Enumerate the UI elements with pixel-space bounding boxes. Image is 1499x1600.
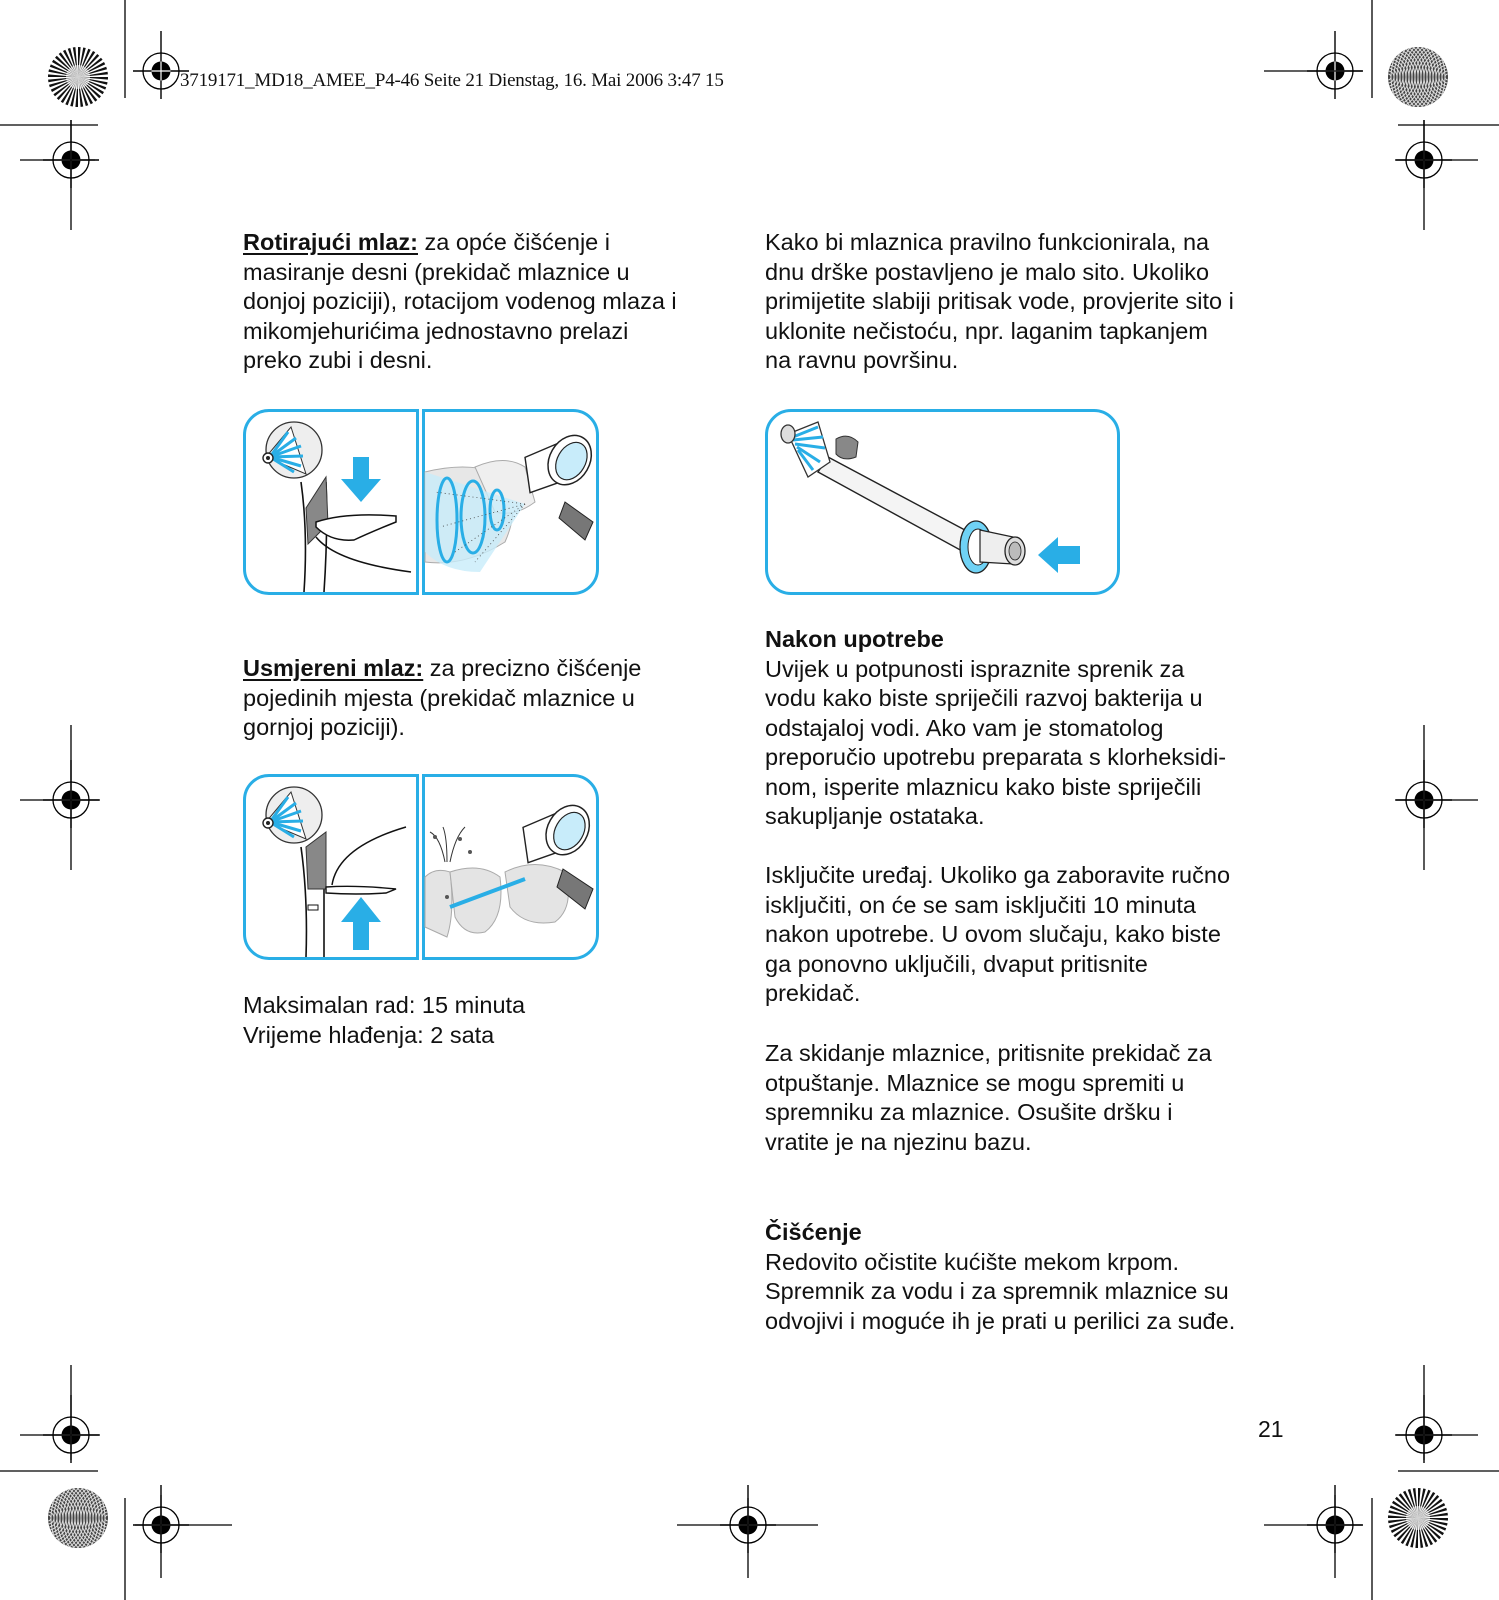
- filter-paragraph: Kako bi mlaznica pravilno funkcionirala, na dnu drške postavljeno je malo sito. Ukoliko primijetite slabiji pritisak vode, provjerite sito i uklonite nečistoću, npr. laganim tapkanjem na ravnu površinu.: [765, 229, 1234, 373]
- nozzle-removal-paragraph: Za skidanje mlaznice, pritisnite prekidač za otpuštanje. Mlaznice se mogu spremiti u spremniku za mlaznice. Osušite dršku i vratite je na njezinu bazu.: [765, 1040, 1212, 1155]
- moire-mark-top-right: [1331, 20, 1499, 134]
- nozzle-switch-down-illustration: [246, 412, 416, 592]
- switch-down-figure: [243, 409, 419, 595]
- registration-mark: [1307, 31, 1363, 99]
- arrow-down-icon: [341, 457, 381, 502]
- operating-limits: [243, 991, 525, 1050]
- auto-off-paragraph: Isključite uređaj. Ukoliko ga zaboravite ručno isključiti, on će se sam isključiti 10 minuta nakon upotrebe. U ovom slučaju, kako biste ga ponovno uključili, dvaput pritisnite prekidač.: [765, 862, 1231, 1006]
- rotating-spiral-jet-illustration: [425, 412, 596, 592]
- cleaning-section: Čišćenje Redovito očistite kućište mekom krpom. Spremnik za vodu i za spremnik mlaznice su odvojivi i moguće ih je prati u perilici za suđe.: [765, 1219, 1236, 1334]
- focused-jet-label: Usmjereni mlaz:: [243, 655, 424, 681]
- starburst-mark-bottom-right: [1388, 1488, 1448, 1548]
- after-use-section: Nakon upotrebe Uvijek u potpunosti ispraznite sprenik za vodu kako biste spriječili razvoj bakterija u odstajaloj vodi. Ako vam je stomatolog preporučio upotrebu preparata s klorheksidi- nom, isperite mlaznicu kako biste spriječili sakupljanje ostataka.: [765, 626, 1227, 829]
- cleaning-heading: Čišćenje: [765, 1219, 862, 1245]
- rotating-jet-paragraph: Rotirajući mlaz: za opće čišćenje i masiranje desni (prekidač mlaznice u donjoj poziciji), rotacijom vodenog mlaza i mikomjehurićima jednostavno prelazi preko zubi i desni.: [243, 229, 677, 373]
- switch-up-figure: [243, 774, 419, 960]
- rotating-jet-figure: [422, 409, 599, 595]
- after-use-heading: Nakon upotrebe: [765, 626, 944, 652]
- page-number: 21: [1258, 1416, 1284, 1442]
- focused-jet-illustration: [425, 777, 596, 957]
- focused-jet-figure: [422, 774, 599, 960]
- max-operating-time: Maksimalan rad: 15 minuta: [243, 992, 526, 1018]
- print-slug: 3719171_MD18_AMEE_P4-46 Seite 21 Dienstag, 16. Mai 2006 3:47 15: [180, 70, 724, 91]
- starburst-mark-top-left: [48, 47, 108, 107]
- cooling-time: Vrijeme hlađenja: 2 sata: [243, 1021, 495, 1048]
- moire-mark-bottom-left: [0, 1461, 165, 1575]
- filter-figure: [765, 409, 1120, 595]
- arrow-up-icon: [341, 897, 381, 950]
- focused-jet-paragraph: Usmjereni mlaz: za precizno čišćenje pojedinih mjesta (prekidač mlaznice u gornjoj poziciji).: [243, 655, 642, 740]
- nozzle-switch-up-illustration: [246, 777, 416, 957]
- nozzle-filter-illustration: [768, 412, 1117, 592]
- rotating-jet-label: Rotirajući mlaz:: [243, 229, 418, 255]
- arrow-left-icon: [1038, 537, 1080, 573]
